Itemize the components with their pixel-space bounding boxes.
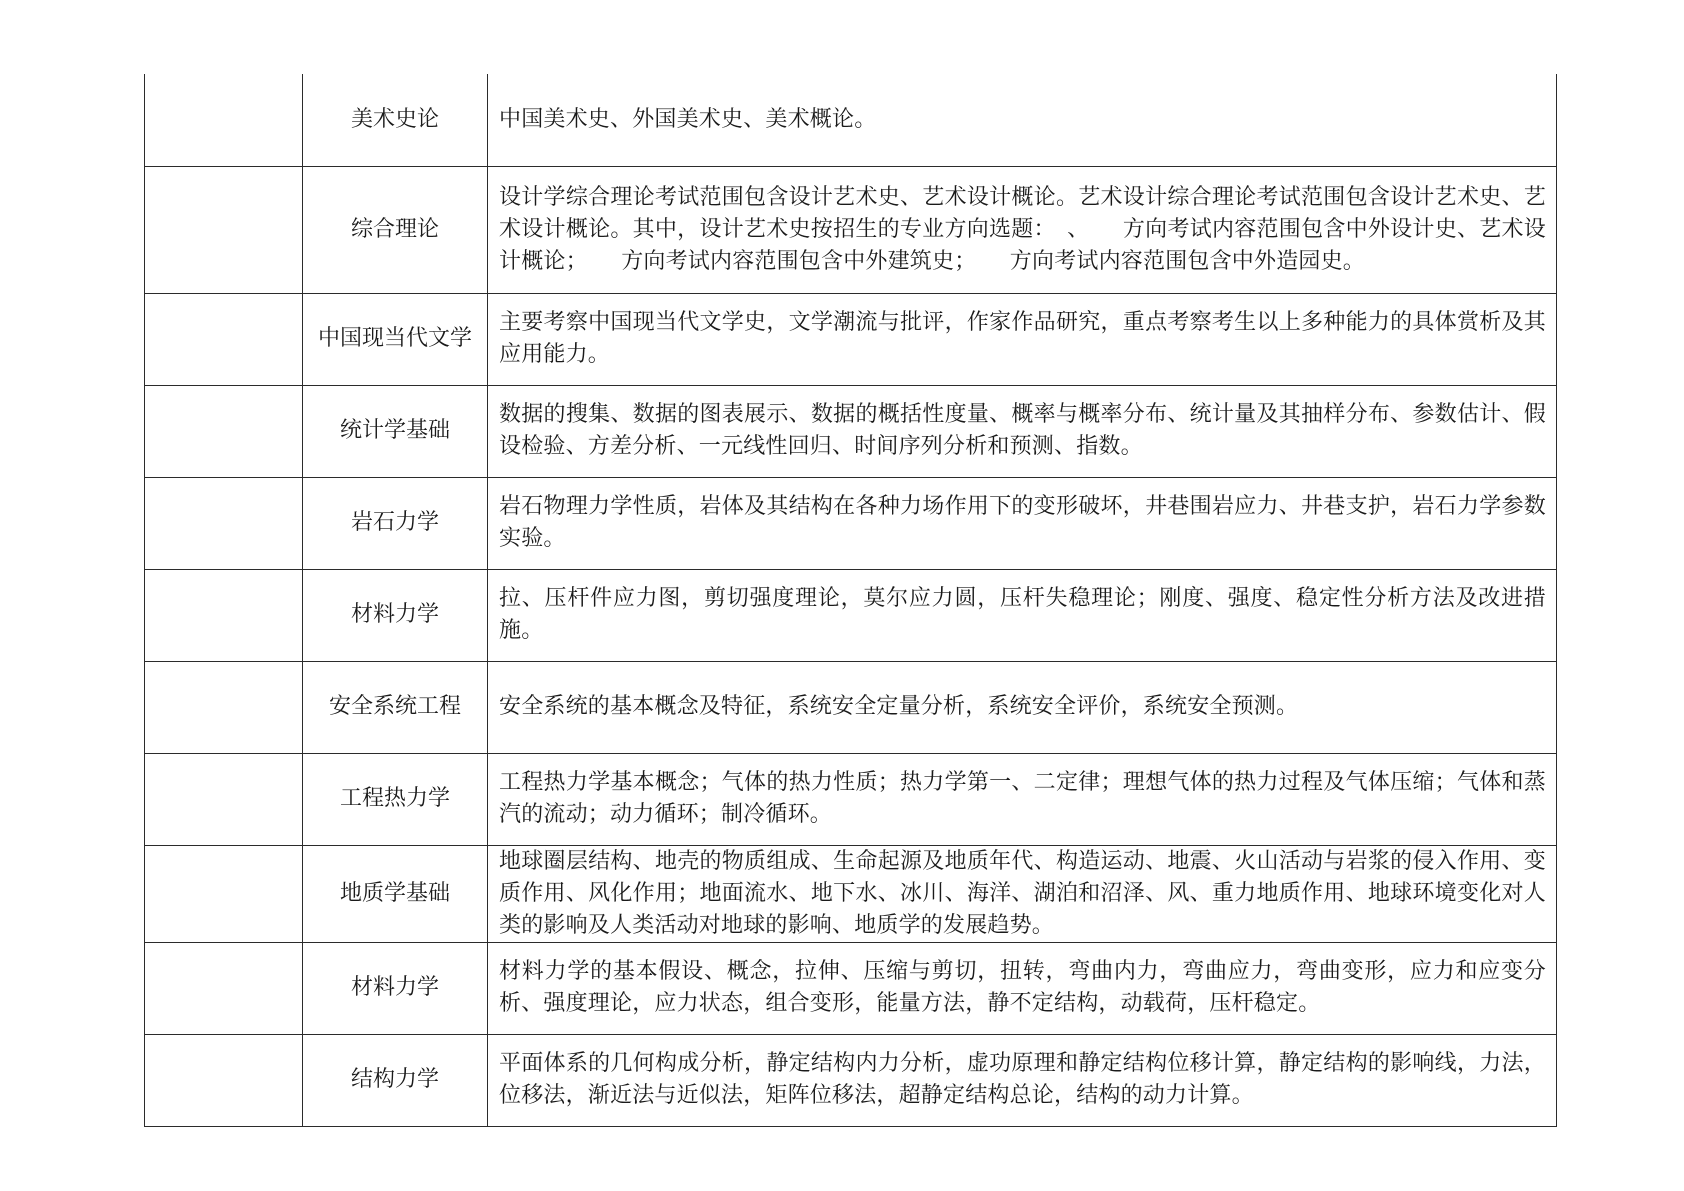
syllabus-table [144,74,1557,1127]
subject-cell: 综合理论 [303,166,488,293]
blank-cell [145,385,303,477]
table-row [145,74,1557,166]
content-cell: 中国美术史、外国美术史、美术概论。 [488,74,1557,166]
subject-cell: 材料力学 [303,569,488,661]
table-row [145,942,1557,1034]
table-row [145,166,1557,293]
content-cell: 设计学综合理论考试范围包含设计艺术史、艺术设计概论。艺术设计综合理论考试范围包含设计艺术史、艺术设计概论。其中，设计艺术史按招生的专业方向选题： 、 方向考试内容范围包含中外设计史、艺术设计概论； 方向考试内容范围包含中外建筑史； 方向考试内容范围包含中外造园史。 [488,166,1557,293]
table-row [145,753,1557,845]
blank-cell [145,753,303,845]
blank-cell [145,74,303,166]
subject-cell: 地质学基础 [303,845,488,942]
subject-cell: 中国现当代文学 [303,293,488,385]
blank-cell [145,569,303,661]
table-row [145,385,1557,477]
table-row [145,477,1557,569]
content-cell: 平面体系的几何构成分析，静定结构内力分析，虚功原理和静定结构位移计算，静定结构的影响线，力法，位移法，渐近法与近似法，矩阵位移法，超静定结构总论，结构的动力计算。 [488,1034,1557,1126]
blank-cell [145,293,303,385]
blank-cell [145,166,303,293]
content-cell: 材料力学的基本假设、概念，拉伸、压缩与剪切，扭转，弯曲内力，弯曲应力，弯曲变形，应力和应变分析、强度理论，应力状态，组合变形，能量方法，静不定结构，动载荷，压杆稳定。 [488,942,1557,1034]
table-row [145,1034,1557,1126]
table-row [145,293,1557,385]
table-row [145,845,1557,942]
blank-cell [145,477,303,569]
content-cell: 拉、压杆件应力图，剪切强度理论，莫尔应力圆，压杆失稳理论；刚度、强度、稳定性分析方法及改进措施。 [488,569,1557,661]
subject-cell: 结构力学 [303,1034,488,1126]
blank-cell [145,1034,303,1126]
subject-cell: 美术史论 [303,74,488,166]
content-cell: 岩石物理力学性质，岩体及其结构在各种力场作用下的变形破坏，井巷围岩应力、井巷支护，岩石力学参数实验。 [488,477,1557,569]
blank-cell [145,845,303,942]
content-cell: 主要考察中国现当代文学史，文学潮流与批评，作家作品研究，重点考察考生以上多种能力的具体赏析及其应用能力。 [488,293,1557,385]
content-cell: 数据的搜集、数据的图表展示、数据的概括性度量、概率与概率分布、统计量及其抽样分布、参数估计、假设检验、方差分析、一元线性回归、时间序列分析和预测、指数。 [488,385,1557,477]
content-cell: 工程热力学基本概念；气体的热力性质；热力学第一、二定律；理想气体的热力过程及气体压缩；气体和蒸汽的流动；动力循环；制冷循环。 [488,753,1557,845]
subject-cell: 岩石力学 [303,477,488,569]
blank-cell [145,942,303,1034]
content-cell: 安全系统的基本概念及特征，系统安全定量分析，系统安全评价，系统安全预测。 [488,661,1557,753]
subject-cell: 统计学基础 [303,385,488,477]
table-row [145,661,1557,753]
blank-cell [145,661,303,753]
subject-cell: 材料力学 [303,942,488,1034]
content-cell: 地球圈层结构、地壳的物质组成、生命起源及地质年代、构造运动、地震、火山活动与岩浆的侵入作用、变质作用、风化作用；地面流水、地下水、冰川、海洋、湖泊和沼泽、风、重力地质作用、地球环境变化对人类的影响及人类活动对地球的影响、地质学的发展趋势。 [488,845,1557,942]
subject-cell: 工程热力学 [303,753,488,845]
table-row [145,569,1557,661]
subject-cell: 安全系统工程 [303,661,488,753]
